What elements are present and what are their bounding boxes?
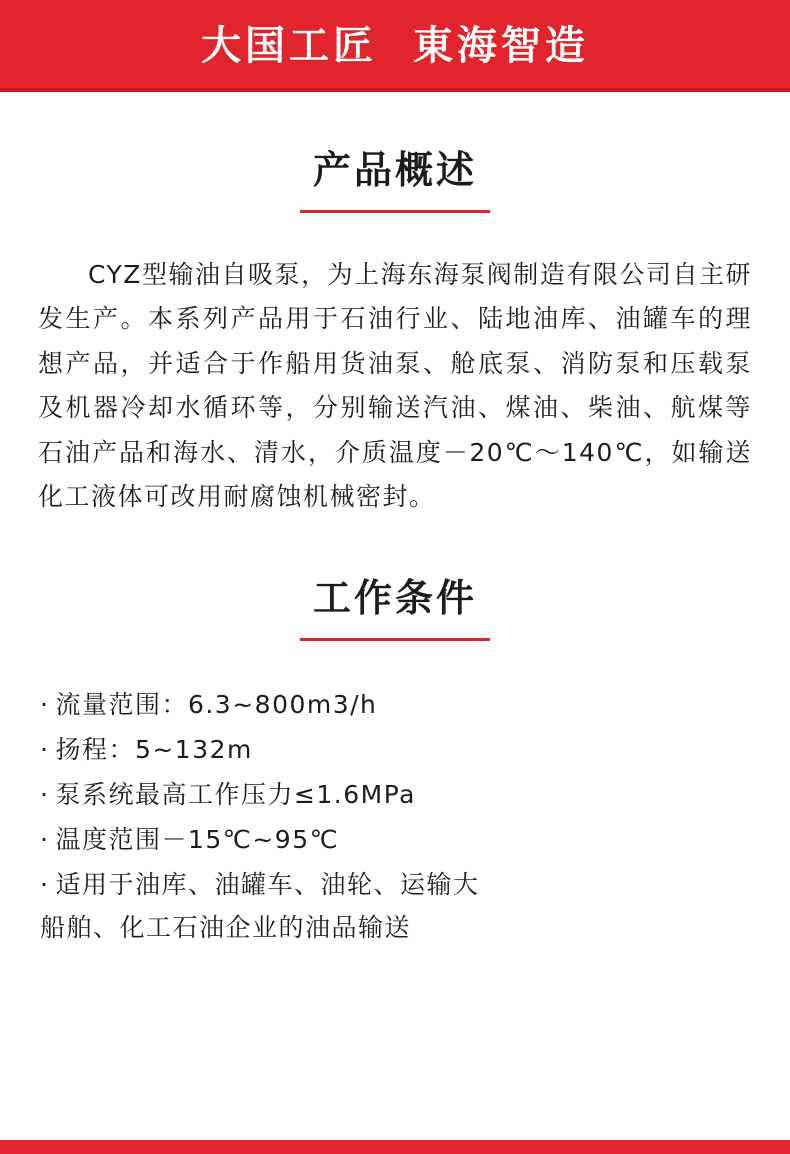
- top-banner: [0, 0, 790, 92]
- title-underline: [300, 638, 490, 641]
- list-item-label: 扬程：5~132m: [55, 734, 253, 764]
- banner-title: 大国工匠 東海智造: [201, 23, 589, 69]
- list-item: [40, 728, 750, 771]
- bottom-accent-bar: [0, 1140, 790, 1154]
- overview-heading-block: [38, 150, 752, 213]
- banner-right-edge: [782, 0, 790, 92]
- bullet-icon: ·: [40, 734, 50, 764]
- list-item-continuation: 船舶、化工石油企业的油品输送: [40, 912, 412, 942]
- banner-left-edge: [0, 0, 8, 92]
- list-item-label: 泵系统最高工作压力≤1.6MPa: [55, 779, 417, 809]
- bullet-icon: ·: [40, 779, 50, 809]
- working-conditions-heading-block: [38, 575, 752, 641]
- bullet-icon: ·: [40, 869, 50, 899]
- list-item: [40, 683, 750, 726]
- overview-paragraph: CYZ型输油自吸泵，为上海东海泵阀制造有限公司自主研发生产。本系列产品用于石油行业、陆地油库、油罐车的理想产品，并适合于作船用货油泵、舱底泵、消防泵和压载泵及机器冷却水循环等，分别输送汽油、煤油、柴油、航煤等石油产品和海水、清水，介质温度－20℃～140℃，如输送化工液体可改用耐腐蚀机械密封。: [38, 259, 752, 512]
- section-title-working-conditions: 工作条件: [312, 575, 477, 620]
- product-overview-section: [0, 150, 790, 949]
- list-item: [40, 863, 750, 949]
- bullet-icon: ·: [40, 824, 50, 854]
- list-item-label: 温度范围－15℃~95℃: [55, 824, 340, 854]
- list-item: [40, 773, 750, 816]
- list-item-label: 适用于油库、油罐车、油轮、运输大: [55, 869, 480, 899]
- page-title: 产品概述: [312, 148, 477, 192]
- bullet-icon: ·: [40, 689, 50, 719]
- list-item: [40, 818, 750, 861]
- working-conditions-list: [38, 683, 752, 949]
- title-underline: [300, 210, 490, 213]
- list-item-label: 流量范围：6.3~800m3/h: [55, 689, 378, 719]
